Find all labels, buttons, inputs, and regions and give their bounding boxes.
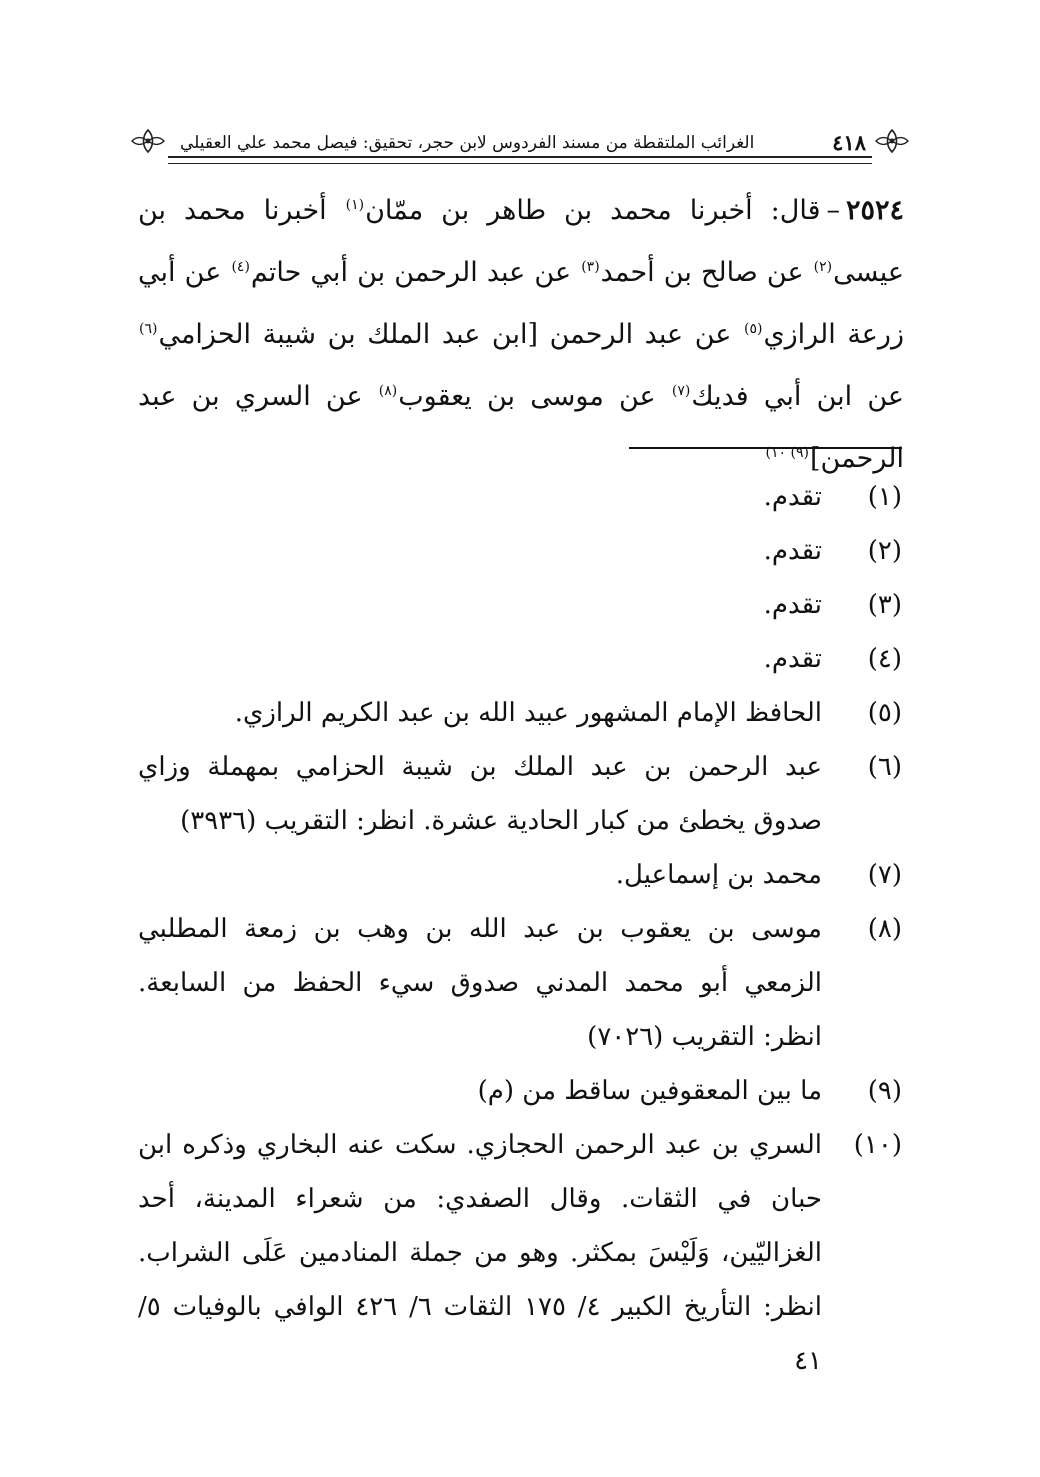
isnad-segment: عن عبد الرحمن [ابن عبد الملك بن شيبة الحزامي bbox=[158, 319, 743, 350]
footnote-text: تقدم. bbox=[763, 644, 822, 674]
footnote-item bbox=[138, 686, 904, 740]
footnote-number: (١) bbox=[867, 482, 902, 512]
footnote-text: تقدم. bbox=[763, 590, 822, 620]
footnote-ref[interactable]: (٨) bbox=[378, 383, 398, 399]
isnad-segment: عن صالح بن أحمد bbox=[600, 257, 813, 288]
footnote-number: (٣) bbox=[867, 590, 902, 620]
page-number: ٤١٨ bbox=[832, 130, 866, 155]
footnote-text: محمد بن إسماعيل. bbox=[615, 860, 822, 890]
isnad-segment: عن عبد الرحمن بن أبي حاتم bbox=[250, 257, 581, 288]
floral-ornament-icon bbox=[128, 126, 168, 156]
running-title: الغرائب الملتقطة من مسند الفردوس لابن حجر، تحقيق: فيصل محمد علي العقيلي bbox=[180, 133, 755, 153]
footnote-item bbox=[138, 740, 904, 848]
footnote-text: عبد الرحمن بن عبد الملك بن شيبة الحزامي بمهملة وزاي صدوق يخطئ من كبار الحادية عشرة. انظر: التقريب (٣٩٣٦) bbox=[138, 752, 823, 836]
footnote-item bbox=[138, 524, 904, 578]
isnad-segment: عن موسى بن يعقوب bbox=[398, 381, 671, 412]
footnote-number: (٨) bbox=[867, 914, 902, 944]
footnote-ref[interactable]: (٩) ١٠) bbox=[765, 445, 809, 461]
footnote-item bbox=[138, 1118, 904, 1388]
footnote-separator bbox=[629, 447, 902, 449]
footnote-number: (٤) bbox=[867, 644, 902, 674]
isnad-segment: أخبرنا محمد بن عيسى bbox=[138, 195, 904, 288]
footnote-ref[interactable]: (٣) bbox=[581, 259, 600, 275]
footnote-ref[interactable]: (٧) bbox=[671, 383, 691, 399]
isnad-segment: عن ابن أبي فديك bbox=[691, 381, 905, 412]
footnote-text: تقدم. bbox=[763, 482, 822, 512]
footnotes-list bbox=[138, 470, 904, 1388]
hadith-text bbox=[138, 180, 904, 490]
footnote-text: السري بن عبد الرحمن الحجازي. سكت عنه البخاري وذكره ابن حبان في الثقات. وقال الصفدي: من شعراء المدينة، أحد الغزاليّين، وَلَيْسَ بمكثر. وهو من جملة المنادمين عَلَى الشراب. انظر: التأريخ الكبير ٤/ ١٧٥ الثقات ٦/ ٤٢٦ الوافي بالوفيات ٥/ ٤١ bbox=[138, 1130, 822, 1376]
footnote-text: تقدم. bbox=[763, 536, 822, 566]
footnote-ref[interactable]: (٦) bbox=[139, 321, 158, 337]
header-rule bbox=[168, 156, 872, 164]
footnote-item bbox=[138, 1064, 904, 1118]
floral-ornament-icon bbox=[872, 126, 912, 156]
footnote-number: (٢) bbox=[867, 536, 902, 566]
isnad-segment: قال: أخبرنا محمد بن طاهر بن ممّان bbox=[365, 195, 821, 226]
isnad-segment: عن أبي زرعة الرازي bbox=[138, 257, 904, 350]
page-header bbox=[128, 124, 912, 166]
hadith-number-separator: – bbox=[826, 195, 840, 226]
footnote-number: (٥) bbox=[867, 698, 902, 728]
footnote-ref[interactable]: (١) bbox=[345, 197, 365, 213]
hadith-number: ٢٥٢٤ bbox=[846, 195, 905, 226]
isnad-segment: عن السري بن عبد الرحمن] bbox=[138, 381, 904, 474]
footnote-item bbox=[138, 578, 904, 632]
footnote-text: موسى بن يعقوب بن عبد الله بن وهب بن زمعة المطلبي الزمعي أبو محمد المدني صدوق سيء الحفظ من السابعة. انظر: التقريب (٧٠٢٦) bbox=[138, 914, 822, 1052]
footnote-number: (٦) bbox=[867, 752, 902, 782]
footnote-item bbox=[138, 902, 904, 1064]
footnote-item bbox=[138, 470, 904, 524]
footnote-number: (٩) bbox=[867, 1076, 902, 1106]
footnote-number: (٧) bbox=[867, 860, 902, 890]
footnote-ref[interactable]: (٤) bbox=[231, 259, 250, 275]
footnote-text: الحافظ الإمام المشهور عبيد الله بن عبد الكريم الرازي. bbox=[234, 698, 822, 728]
footnote-ref[interactable]: (٥) bbox=[743, 321, 763, 337]
footnote-item bbox=[138, 632, 904, 686]
footnote-item bbox=[138, 848, 904, 902]
hadith-paragraph bbox=[138, 180, 904, 490]
footnote-ref[interactable]: (٢) bbox=[813, 259, 833, 275]
footnote-number: (١٠) bbox=[853, 1130, 902, 1160]
footnote-text: ما بين المعقوفين ساقط من (م) bbox=[477, 1076, 822, 1106]
